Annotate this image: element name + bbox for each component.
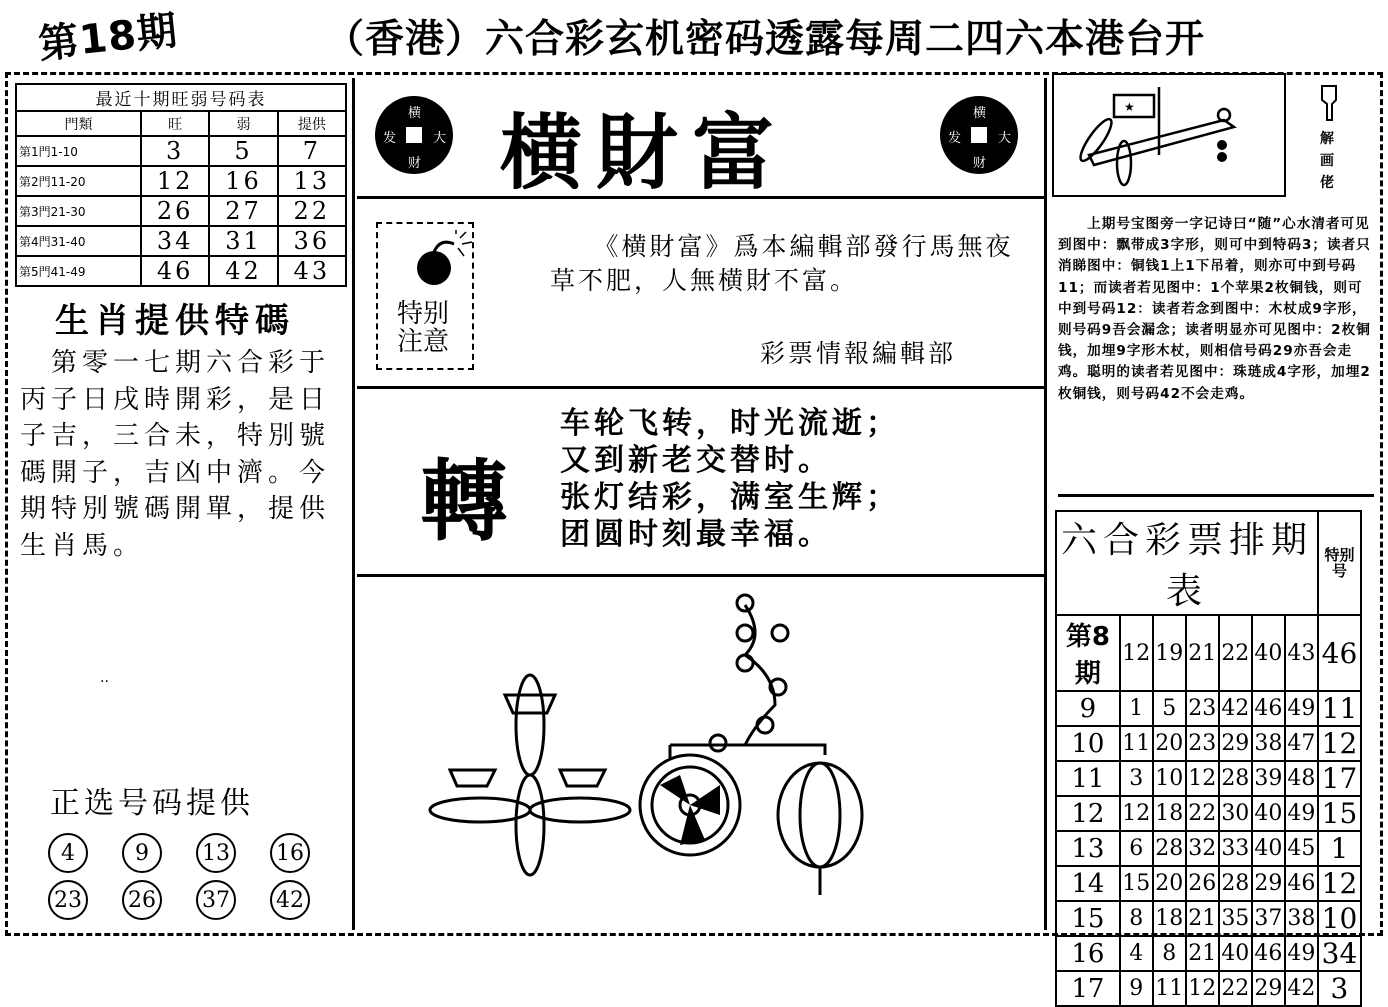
table-row bbox=[1056, 831, 1361, 866]
table-cell: 40 bbox=[1219, 936, 1252, 971]
table-cell: 28 bbox=[1219, 761, 1252, 796]
table-cell: 13 bbox=[1056, 831, 1120, 866]
pick-number: 13 bbox=[196, 833, 236, 873]
table-cell: 12 bbox=[1186, 761, 1219, 796]
table-cell: 40 bbox=[1252, 831, 1285, 866]
table-cell: 42 bbox=[1219, 691, 1252, 726]
table-cell: 9 bbox=[1056, 691, 1120, 726]
table-row bbox=[1056, 796, 1361, 831]
table-cell: 49 bbox=[1285, 796, 1318, 831]
table-cell: 49 bbox=[1285, 691, 1318, 726]
table-cell: 13 bbox=[278, 166, 346, 196]
table-cell: 1 bbox=[1120, 691, 1153, 726]
table-cell: 26 bbox=[141, 196, 209, 226]
column-header: 門類 bbox=[16, 111, 141, 136]
table-cell: 18 bbox=[1153, 796, 1186, 831]
table-cell: 40 bbox=[1252, 615, 1285, 691]
table-cell: 12 bbox=[1318, 726, 1361, 761]
table-cell: 12 bbox=[1056, 796, 1120, 831]
table-row bbox=[16, 226, 346, 256]
table-cell: 10 bbox=[1056, 726, 1120, 761]
schedule-title: 六合彩票排期表 bbox=[1056, 511, 1318, 615]
zodiac-title: 生肖提供特碼 bbox=[55, 301, 295, 341]
masthead-title: 横財富 bbox=[500, 105, 789, 201]
pointing-hand-icon bbox=[1318, 82, 1340, 122]
poem: 车轮飞转，时光流逝； 又到新老交替时。 张灯结彩，满室生辉； 团圆时刻最幸福。 bbox=[560, 406, 900, 552]
pick-number: 42 bbox=[270, 880, 310, 920]
table-cell: 46 bbox=[1318, 615, 1361, 691]
table-cell: 12 bbox=[1318, 866, 1361, 901]
table-cell: 7 bbox=[278, 136, 346, 166]
table-cell: 19 bbox=[1153, 615, 1186, 691]
table-cell: 30 bbox=[1219, 796, 1252, 831]
table-cell: 16 bbox=[209, 166, 277, 196]
table-cell: 5 bbox=[1153, 691, 1186, 726]
puzzle-picture-drawing bbox=[1054, 75, 1284, 195]
coin-icon-left: 横 大 财 发 bbox=[375, 96, 453, 174]
table-cell: 48 bbox=[1285, 761, 1318, 796]
column-header: 旺 bbox=[141, 111, 209, 136]
table-cell: 42 bbox=[209, 256, 277, 286]
pick-number: 4 bbox=[48, 833, 88, 873]
table-cell: 22 bbox=[278, 196, 346, 226]
bomb-icon bbox=[410, 230, 490, 290]
table-cell: 23 bbox=[1186, 726, 1219, 761]
table-cell: 26 bbox=[1186, 866, 1219, 901]
table-cell: 45 bbox=[1285, 831, 1318, 866]
table-row bbox=[1056, 615, 1361, 691]
pick-number: 16 bbox=[270, 833, 310, 873]
puzzle-picture bbox=[1052, 73, 1286, 197]
table-cell: 46 bbox=[1252, 691, 1285, 726]
table-cell: 22 bbox=[1219, 615, 1252, 691]
table-cell: 36 bbox=[278, 226, 346, 256]
table-cell: 12 bbox=[1120, 615, 1153, 691]
table-cell: 38 bbox=[1285, 901, 1318, 936]
zodiac-body: 第零一七期六合彩于丙子日戌時開彩，是日子吉，三合未，特別號碼開子，吉凶中濟。今期特別號碼開單，提供生肖馬。 bbox=[20, 348, 331, 561]
big-character: 轉 bbox=[420, 450, 509, 553]
table-cell: 29 bbox=[1219, 726, 1252, 761]
divider bbox=[357, 386, 1047, 389]
table-cell: 3 bbox=[1120, 761, 1153, 796]
table-cell: 18 bbox=[1153, 901, 1186, 936]
column-header: 弱 bbox=[209, 111, 277, 136]
pick-number: 37 bbox=[196, 880, 236, 920]
table-cell: 3 bbox=[141, 136, 209, 166]
table-cell: 37 bbox=[1252, 901, 1285, 936]
svg-text:★: ★ bbox=[1124, 100, 1135, 114]
table-cell: 第3門21-30 bbox=[16, 196, 141, 226]
table-row bbox=[16, 136, 346, 166]
table-cell: 22 bbox=[1186, 796, 1219, 831]
table-cell: 46 bbox=[1285, 866, 1318, 901]
table-cell: 34 bbox=[1318, 936, 1361, 971]
picks-title: 正选号码提供 bbox=[50, 786, 254, 821]
issue-number: 第18期 bbox=[36, 7, 181, 69]
notice-signature: 彩票情報編輯部 bbox=[760, 339, 957, 368]
table-cell: 47 bbox=[1285, 726, 1318, 761]
table-cell: 第8期 bbox=[1056, 615, 1120, 691]
table-row bbox=[16, 256, 346, 286]
table-cell: 39 bbox=[1252, 761, 1285, 796]
table-cell: 9 bbox=[1120, 971, 1153, 1006]
table-cell: 8 bbox=[1120, 901, 1153, 936]
table-cell: 11 bbox=[1120, 726, 1153, 761]
table-cell: 22 bbox=[1219, 971, 1252, 1006]
table-cell: 28 bbox=[1219, 866, 1252, 901]
table-cell: 16 bbox=[1056, 936, 1120, 971]
puzzle-illustration bbox=[400, 585, 960, 925]
table-cell: 第4門31-40 bbox=[16, 226, 141, 256]
schedule-table bbox=[1055, 510, 1362, 1007]
table-cell: 38 bbox=[1252, 726, 1285, 761]
table-cell: 15 bbox=[1318, 796, 1361, 831]
divider bbox=[357, 574, 1047, 577]
dots: .. bbox=[100, 670, 109, 686]
table-cell: 31 bbox=[209, 226, 277, 256]
table-row bbox=[1056, 761, 1361, 796]
table-cell: 15 bbox=[1056, 901, 1120, 936]
table-cell: 29 bbox=[1252, 866, 1285, 901]
divider bbox=[1058, 494, 1374, 497]
coin-icon-right: 横 大 财 发 bbox=[940, 96, 1018, 174]
table-cell: 5 bbox=[209, 136, 277, 166]
table-row bbox=[1056, 936, 1361, 971]
table-cell: 28 bbox=[1153, 831, 1186, 866]
table-row bbox=[1056, 691, 1361, 726]
puzzle-hint: 上期号宝图旁一字记诗曰“随”心水清者可见到图中：飘带成3字形，则可中到特码3；读者只消睇图中：铜钱1上1下吊着，则亦可中到号码11；而读者若见图中：1个苹果2枚铜钱，则可中到号码12：读者若念到图中：木杖成9字形，则号码9吾会漏念；读者明显亦可见图中：2枚铜钱，加埋9字形木杖，则相信号码29亦吾会走鸡。聪明的读者若见图中：珠琏成4字形，加埋2枚铜钱，则号码42不会走鸡。 bbox=[1058, 216, 1371, 402]
table-cell: 第1門1-10 bbox=[16, 136, 141, 166]
table-cell: 40 bbox=[1252, 796, 1285, 831]
special-number-header: 特别号 bbox=[1318, 511, 1361, 615]
headline: （香港）六合彩玄机密码透露每周二四六本港台开 bbox=[325, 17, 1206, 62]
table-cell: 21 bbox=[1186, 615, 1219, 691]
table-cell: 46 bbox=[141, 256, 209, 286]
notice-label: 特别注意 bbox=[397, 299, 450, 357]
pick-number: 23 bbox=[48, 880, 88, 920]
table-cell: 10 bbox=[1318, 901, 1361, 936]
table-row bbox=[1056, 726, 1361, 761]
table-cell: 20 bbox=[1153, 866, 1186, 901]
hot-cold-table bbox=[15, 83, 347, 287]
table-cell: 20 bbox=[1153, 726, 1186, 761]
table-cell: 4 bbox=[1120, 936, 1153, 971]
pick-number: 26 bbox=[122, 880, 162, 920]
table-row bbox=[1056, 971, 1361, 1006]
notice-body: 《横財富》爲本編輯部發行馬無夜草不肥，人無横財不富。 bbox=[550, 232, 1014, 295]
table-cell: 3 bbox=[1318, 971, 1361, 1006]
table-cell: 10 bbox=[1153, 761, 1186, 796]
puzzle-label: 解画佬 bbox=[1320, 131, 1334, 191]
table-cell: 1 bbox=[1318, 831, 1361, 866]
table-row bbox=[16, 166, 346, 196]
column-header: 提供 bbox=[278, 111, 346, 136]
table-cell: 32 bbox=[1186, 831, 1219, 866]
table-cell: 42 bbox=[1285, 971, 1318, 1006]
table-cell: 12 bbox=[141, 166, 209, 196]
table-cell: 第2門11-20 bbox=[16, 166, 141, 196]
table-cell: 12 bbox=[1186, 971, 1219, 1006]
hot-table-title: 最近十期旺弱号码表 bbox=[16, 84, 346, 111]
table-cell: 34 bbox=[141, 226, 209, 256]
table-cell: 6 bbox=[1120, 831, 1153, 866]
table-cell: 21 bbox=[1186, 936, 1219, 971]
table-cell: 11 bbox=[1153, 971, 1186, 1006]
table-cell: 14 bbox=[1056, 866, 1120, 901]
table-cell: 12 bbox=[1120, 796, 1153, 831]
table-cell: 35 bbox=[1219, 901, 1252, 936]
table-cell: 33 bbox=[1219, 831, 1252, 866]
table-cell: 15 bbox=[1120, 866, 1153, 901]
table-cell: 49 bbox=[1285, 936, 1318, 971]
table-cell: 46 bbox=[1252, 936, 1285, 971]
table-cell: 21 bbox=[1186, 901, 1219, 936]
table-cell: 43 bbox=[278, 256, 346, 286]
pick-number: 9 bbox=[122, 833, 162, 873]
table-cell: 11 bbox=[1318, 691, 1361, 726]
table-row bbox=[1056, 901, 1361, 936]
table-cell: 17 bbox=[1318, 761, 1361, 796]
table-row bbox=[16, 196, 346, 226]
table-cell: 17 bbox=[1056, 971, 1120, 1006]
table-cell: 第5門41-49 bbox=[16, 256, 141, 286]
table-cell: 23 bbox=[1186, 691, 1219, 726]
table-cell: 29 bbox=[1252, 971, 1285, 1006]
table-cell: 8 bbox=[1153, 936, 1186, 971]
table-cell: 11 bbox=[1056, 761, 1120, 796]
table-cell: 27 bbox=[209, 196, 277, 226]
table-cell: 43 bbox=[1285, 615, 1318, 691]
table-row bbox=[1056, 866, 1361, 901]
